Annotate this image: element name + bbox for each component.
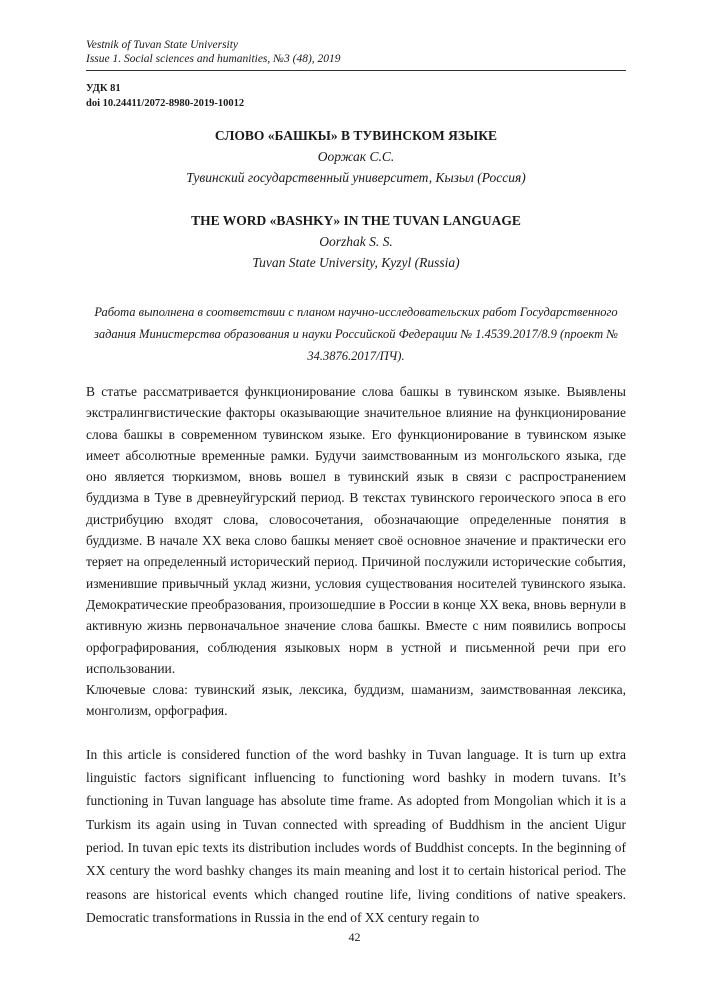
title-block-ru [86, 125, 626, 188]
funding-note: Работа выполнена в соответствии с планом научно-исследовательских работ Государственного задания Министерства образования и науки Российской Федерации № 1.4539.2017/8.9 (проект № 34.3876.2017/ПЧ). [93, 305, 619, 363]
udk-code: УДК 81 [86, 83, 121, 94]
article-title-en: THE WORD «BASHKY» IN THE TUVAN LANGUAGE [191, 213, 521, 228]
affiliation-en: Tuvan State University, Kyzyl (Russia) [252, 255, 460, 270]
keywords-ru: Ключевые слова: тувинский язык, лексика, буддизм, шаманизм, заимствованная лексика, монголизм, орфография. [86, 682, 626, 719]
article-meta [86, 81, 626, 111]
abstract-ru-text: В статье рассматривается функционирование слова башкы в тувинском языке. Выявлены экстралингвистические факторы оказывающие значительное влияние на функционирование слова башкы в современном тувинском языке. Его функционирование в тувинском языке имеет абсолютные временные рамки. Будучи заимствованным из монгольского языка, где оно является тюркизмом, вновь вошел в тувинский язык в связи с распространением буддизма в Туве в древнеуйгурский период. В текстах тувинского героического эпоса в его дистрибуцию входят слова, словосочетания, обозначающие определенные понятия в буддизме. В начале ХХ века слово башкы меняет своё основное значение и практически его теряет на определенный исторический период. Причиной послужили исторические события, изменившие привычный уклад жизни, условия существования носителей тувинского языка. Демократические преобразования, произошедшие в России в конце ХХ века, вновь вернули в активную жизнь первоначальное значение слова башкы. Вместе с ним появились вопросы орфографирования, соблюдения языковых норм в устной и письменной речи при его использовании. [86, 384, 626, 676]
journal-issue: Issue 1. Social sciences and humanities, №3 (48), 2019 [86, 53, 341, 65]
author-ru: Ооржак С.С. [317, 149, 395, 164]
title-block-en [86, 210, 626, 273]
abstract-ru [86, 381, 626, 679]
author-en: Oorzhak S. S. [319, 234, 393, 249]
article-page [86, 38, 626, 929]
affiliation-ru: Тувинский государственный университет, Кызыл (Россия) [186, 170, 526, 185]
abstract-en: In this article is considered function of the word bashky in Tuvan language. It is turn up extra linguistic factors significant influencing to functioning word bashky in modern tuvans. It’s functioning in Tuvan language has absolute time frame. As adopted from Mongolian which it is a Turkism its again using in Tuvan connected with spreading of Buddhism in the ancient Uigur period. In tuvan epic texts its distribution includes words of Buddhist concepts. In the beginning of XX century the word bashky changes its main meaning and lost it to certain historical period. The reasons are historical events which changed routine life, living conditions of native speakers. Democratic transformations in Russia in the end of XX century regain to [86, 746, 626, 925]
page-number: 42 [348, 930, 361, 944]
doi: doi 10.24411/2072-8980-2019-10012 [86, 98, 245, 109]
journal-header [86, 38, 626, 66]
journal-name: Vestnik of Tuvan State University [86, 39, 239, 51]
header-divider [86, 70, 626, 71]
article-title-ru: СЛОВО «БАШКЫ» В ТУВИНСКОМ ЯЗЫКЕ [214, 128, 498, 143]
